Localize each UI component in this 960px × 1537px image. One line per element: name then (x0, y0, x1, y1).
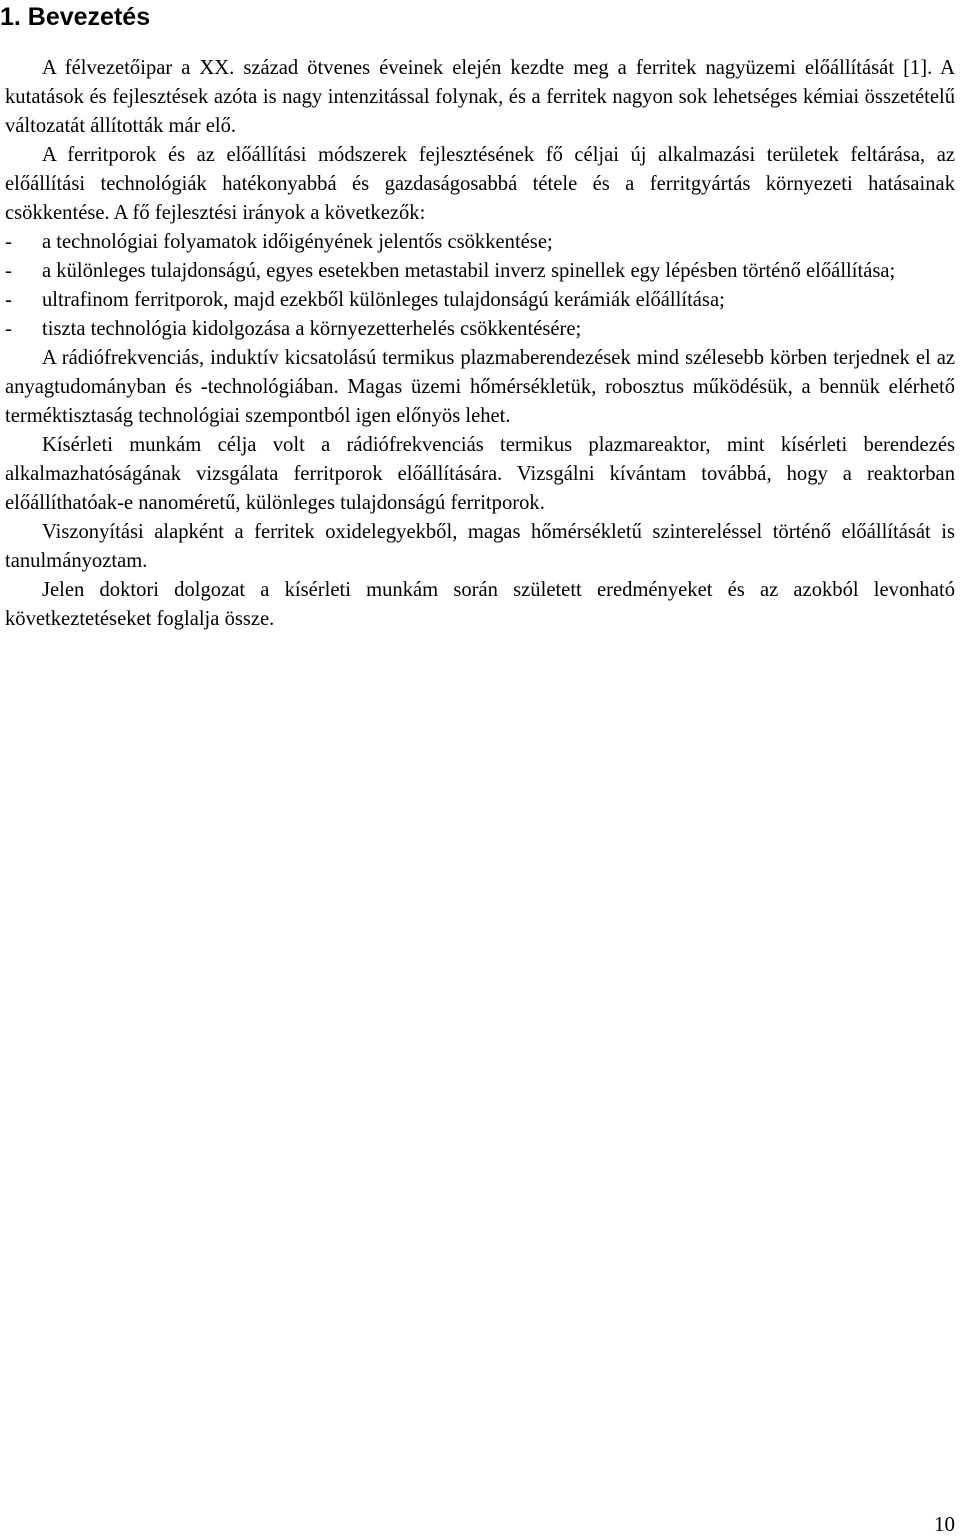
outro-paragraph-4: Jelen doktori dolgozat a kísérleti munkám során született eredményeket és az azokból levonható következtetéseket foglalja össze. (5, 579, 955, 630)
list-dash: - (5, 289, 12, 311)
document-page (0, 0, 955, 634)
section-heading: 1. Bevezetés (0, 3, 151, 31)
outro-paragraph-1: A rádiófrekvenciás, induktív kicsatolású termikus plazmaberendezések mind szélesebb körben terjednek el az anyagtudományban és -technológiában. Magas üzemi hőmérsékletük, robosztus működésük, a bennük elérhető terméktisztaság technológiai szempontból igen előnyös lehet. (5, 347, 955, 427)
development-list (5, 228, 955, 344)
list-item (5, 228, 955, 257)
list-item-text: a technológiai folyamatok időigényének jelentős csökkentése; (42, 231, 553, 253)
list-item (5, 286, 955, 315)
outro-paragraph-2: Kísérleti munkám célja volt a rádiófrekvenciás termikus plazmareaktor, mint kísérleti berendezés alkalmazhatóságának vizsgálata ferritporok előállítására. Vizsgálni kívántam továbbá, hogy a reaktorban előállíthatóak-e nanoméretű, különleges tulajdonságú ferritporok. (5, 434, 955, 514)
list-item-text: tiszta technológia kidolgozása a környezetterhelés csökkentésére; (42, 318, 582, 340)
list-item (5, 315, 955, 344)
intro-paragraph-2: A ferritporok és az előállítási módszerek fejlesztésének fő céljai új alkalmazási területek feltárása, az előállítási technológiák hatékonyabbá és gazdaságosabbá tétele és a ferritgyártás környezeti hatásainak csökkentése. A fő fejlesztési irányok a következők: (5, 144, 955, 224)
list-item (5, 257, 955, 286)
list-item-text: ultrafinom ferritporok, majd ezekből különleges tulajdonságú kerámiák előállítása; (42, 289, 725, 311)
intro-paragraph-1: A félvezetőipar a XX. század ötvenes éveinek elején kezdte meg a ferritek nagyüzemi előállítását [1]. A kutatások és fejlesztések azóta is nagy intenzitással folynak, és a ferritek nagyon sok lehetséges kémiai összetételű változatát állították már elő. (5, 57, 955, 137)
list-dash: - (5, 231, 12, 253)
list-dash: - (5, 260, 12, 282)
outro-paragraph-3: Viszonyítási alapként a ferritek oxidelegyekből, magas hőmérsékletű szintereléssel történő előállítását is tanulmányoztam. (5, 521, 955, 572)
list-item-text: a különleges tulajdonságú, egyes esetekben metastabil inverz spinellek egy lépésben történő előállítása; (42, 260, 896, 282)
list-dash: - (5, 318, 12, 340)
page-number: 10 (934, 1512, 955, 1536)
